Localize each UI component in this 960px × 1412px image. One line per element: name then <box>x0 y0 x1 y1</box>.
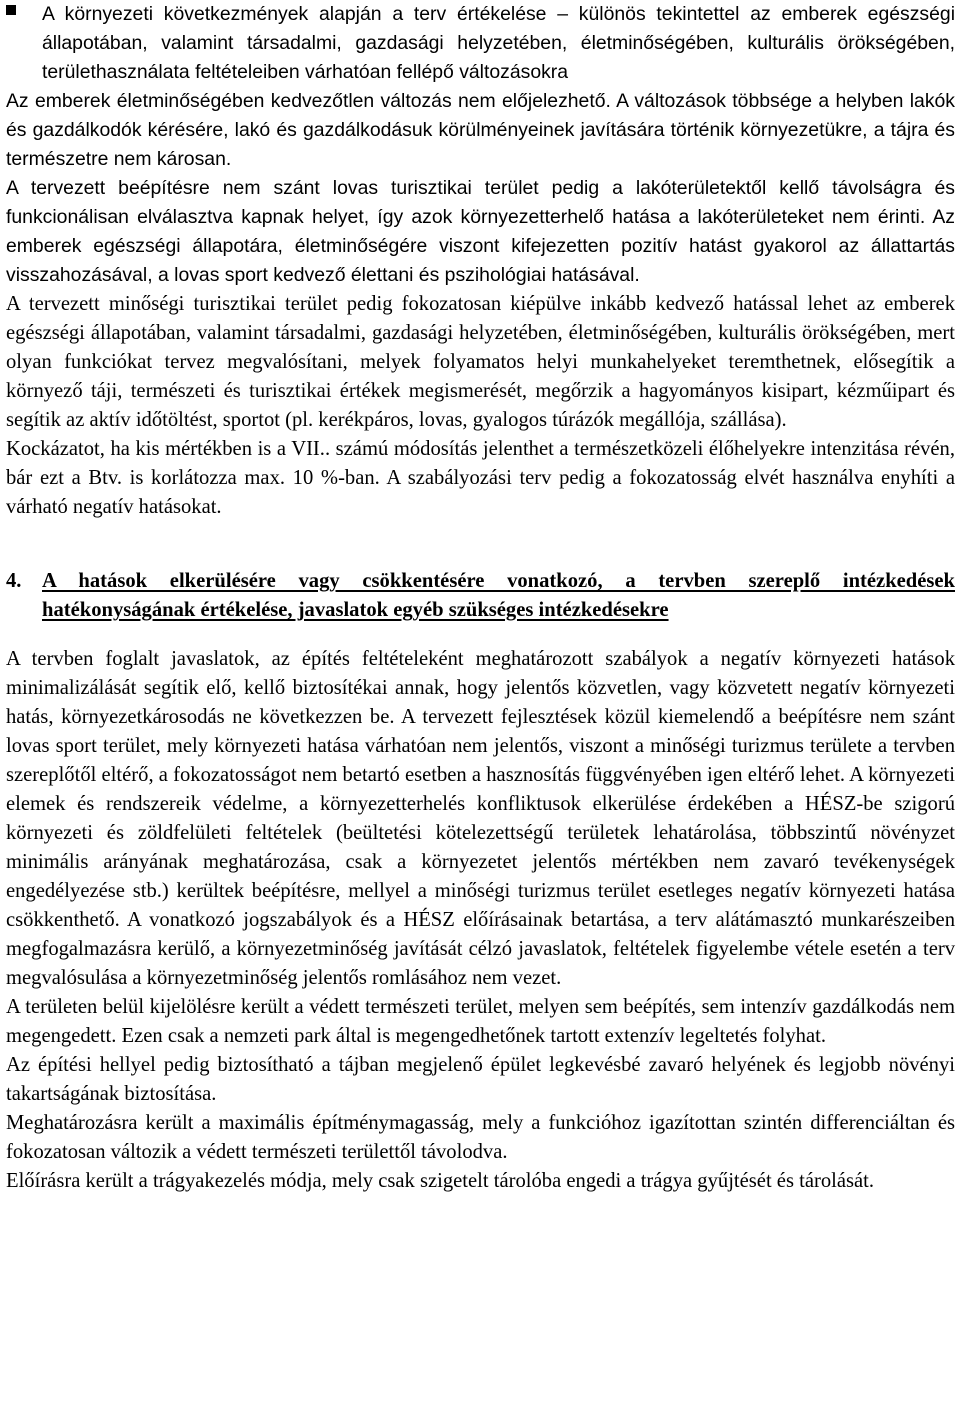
paragraph-risk: Kockázatot, ha kis mértékben is a VII.. számú módosítás jelenthet a természetközeli élőhelyekre intenzitása révén, bár ezt a Btv. is korlátozza max. 10 %-ban. A szabályozási terv pedig a fokozatosság elvét használva enyhíti a várható negatív hatásokat. <box>6 438 955 518</box>
paragraph-equestrian-area: A tervezett beépítésre nem szánt lovas turisztikai terület pedig a lakóterületektől kellő távolságra és funkcionálisan elválasztva kapnak helyet, így azok környezetterhelő hatása a lakóterületeket nem érinti. Az emberek egészségi állapotára, életminőségére viszont kifejezetten pozitív hatást gyakorol az állattartás visszahozásával, a lovas sport kedvező élettani és pszihológiai hatásával. <box>6 177 955 286</box>
section-number: 4. <box>6 570 22 592</box>
paragraph-manure: Előírásra került a trágyakezelés módja, mely csak szigetelt tárolóba engedi a trágya gyűjtését és tárolását. <box>6 1170 875 1192</box>
paragraph-building-site: Az építési hellyel pedig biztosítható a tájban megjelenő épület legkevésbé zavaró helyének és legjobb növényi takartságának biztosítása. <box>6 1054 955 1105</box>
paragraph-proposals: A tervben foglalt javaslatok, az építés feltételeként meghatározott szabályok a negatív környezeti hatások minimalizálását segítik elő, kellő biztosítékai annak, hogy jelentős közvetlen, vagy közvetett negatív környezeti hatás, környezetkárosodás ne következzen be. A tervezett fejlesztések közül kiemelendő a beépítésre nem szánt lovas sport terület, mely környezeti hatása várhatóan nem jelentős, viszont a minőségi turizmus területe a tervben szereplőtől eltérő, a fokozatosságot nem betartó esetben a hasznosítás függvényében igen eltérő lehet. A környezeti elemek és rendszereik védelme, a környezetterhelés konfliktusok elkerülése érdekében a HÉSZ-be szigorú környezeti és zöldfelületi feltételek (beültetési kötelezettségű területek lehatárolása, többszintű növényzet minimális arányának meghatározása, csak a környezetet jelentős mértékben nem zavaró tevékenységek engedélyezése stb.) kerültek beépítésre, mellyel a minőségi turizmus terület esetleges negatív környezeti hatása csökkenthető. A vonatkozó jogszabályok és a HÉSZ előírásainak betartása, a terv alátámasztó munkarészeiben megfogalmazásra kerülő, a környezetminőség javítását célzó javaslatok, feltételek figyelembe vétele esetén a terv megvalósulása a környezetminőség jelentős romlásához nem vezet. <box>6 648 955 989</box>
paragraph-building-height: Meghatározásra került a maximális építménymagasság, mely a funkcióhoz igazítottan szintén differenciáltan és fokozatosan változik a védett természeti területtől távolodva. <box>6 1112 955 1163</box>
bullet-section <box>6 0 955 87</box>
section-title: A hatások elkerülésére vagy csökkentésére vonatkozó, a tervben szereplő intézkedések hatékonyságának értékelése, javaslatok egyéb szükséges intézkedésekre <box>42 570 955 621</box>
section-heading <box>6 567 955 625</box>
bullet-item-text: A környezeti következmények alapján a terv értékelése – különös tekintettel az emberek egészségi állapotában, valamint társadalmi, gazdasági helyzetében, életminőségében, kulturális örökségében, területhasználata feltételeiben várhatóan fellépő változásokra <box>42 3 955 83</box>
paragraph-life-quality: Az emberek életminőségében kedvezőtlen változás nem előjelezhető. A változások többsége a helyben lakók és gazdálkodók kérésére, lakó és gazdálkodásuk körülményeinek javítására történik környezetükre, a tájra és természetre nem károsan. <box>6 90 955 170</box>
paragraph-protected-area: A területen belül kijelölésre került a védett természeti terület, melyen sem beépítés, sem intenzív gazdálkodás nem megengedett. Ezen csak a nemzeti park által is megengedhetőnek tartott extenzív legeltetés folyhat. <box>6 996 955 1047</box>
paragraph-tourism-area: A tervezett minőségi turisztikai terület pedig fokozatosan kiépülve inkább kedvező hatással lehet az emberek egészségi állapotában, valamint társadalmi, gazdasági helyzetében, életminőségében, kulturális örökségében, mert olyan funkciókat tervez megvalósítani, melyek folyamatos helyi munkahelyeket teremthetnek, elősegítik a környező táji, természeti és turisztikai értékek megismerését, megőrzik a hagyományos kisipart, kézműipart és segítik az aktív időtöltést, sportot (pl. kerékpáros, lovas, gyalogos túrázók megállója, szállása). <box>6 293 955 431</box>
document-page <box>6 0 955 1196</box>
square-bullet-icon <box>6 5 16 15</box>
